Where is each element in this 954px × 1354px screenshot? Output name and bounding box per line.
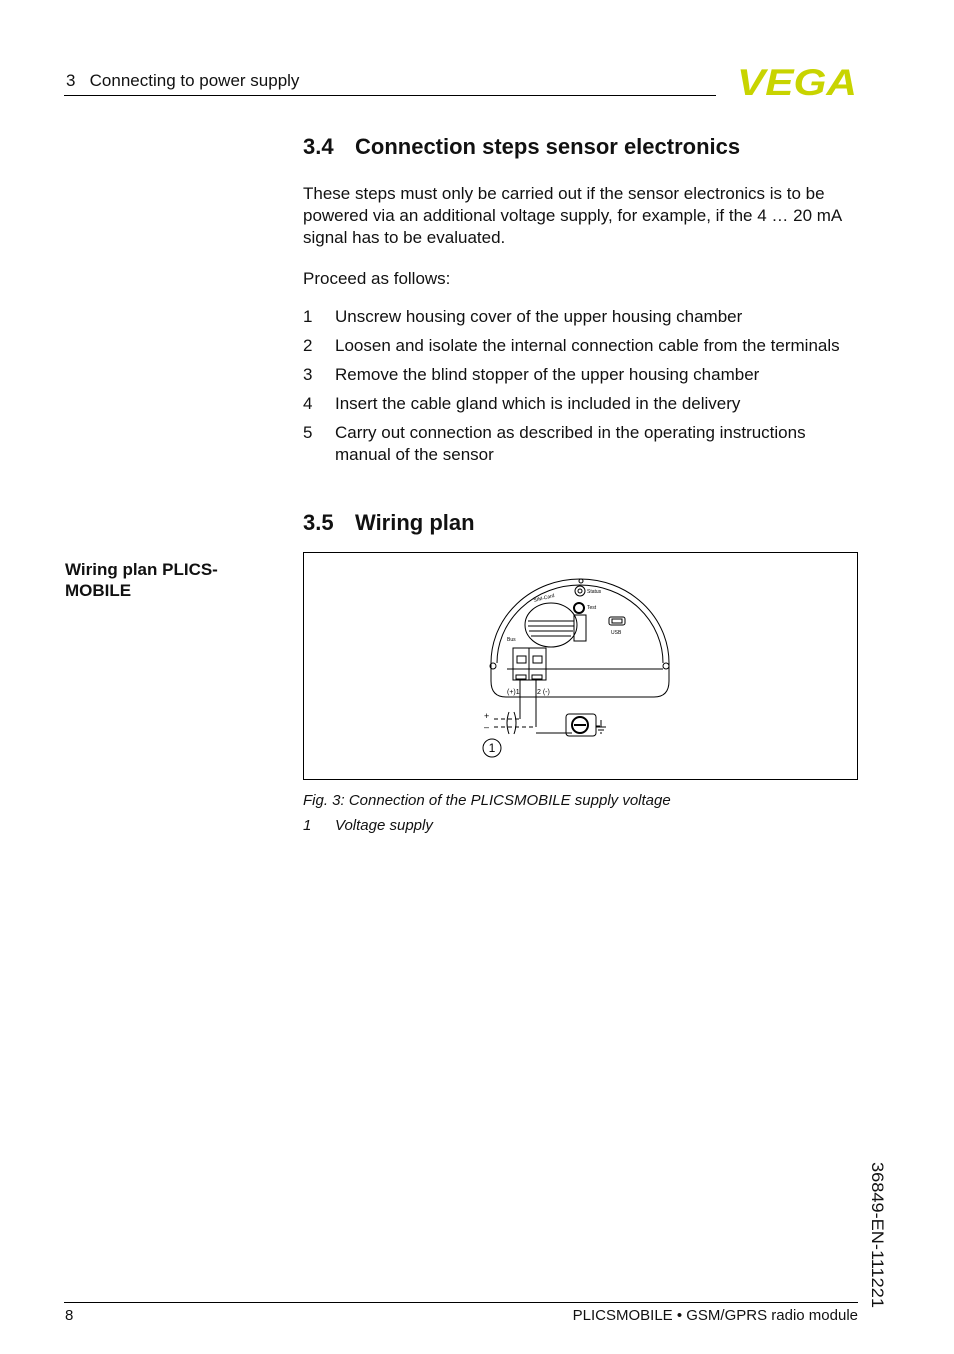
section-heading-3-5 <box>303 510 475 536</box>
cable-sheath <box>507 712 516 734</box>
step-number: 1 <box>303 307 313 326</box>
status-led-icon <box>575 586 585 596</box>
steps-list <box>303 306 863 473</box>
step-item <box>303 306 863 328</box>
test-button-icon <box>574 603 584 613</box>
minus-label: – <box>484 722 490 732</box>
figure-caption: Fig. 3: Connection of the PLICSMOBILE supply voltage <box>303 792 671 809</box>
intro-paragraph: These steps must only be carried out if the sensor electronics is to be powered via an additional voltage supply, for example, if the 4 … 20 mA signal has to be evaluated. <box>303 184 842 247</box>
figure-legend-item <box>303 817 433 834</box>
vega-logo <box>736 62 858 103</box>
terminal-contact-1 <box>516 675 526 679</box>
step-text: Loosen and isolate the internal connection cable from the terminals <box>335 336 840 355</box>
step-item <box>303 422 863 466</box>
margin-label: Wiring plan PLICS-MOBILE <box>65 560 218 600</box>
section-title: Connection steps sensor electronics <box>355 134 741 159</box>
legend-number: 1 <box>303 817 312 834</box>
proceed-paragraph: Proceed as follows: <box>303 269 451 288</box>
page-number: 8 <box>65 1307 74 1324</box>
header-section-title: Connecting to power supply <box>89 71 300 90</box>
legend-text: Voltage supply <box>335 817 433 834</box>
terminal-contact-2 <box>532 675 542 679</box>
usb-port-inner <box>612 619 622 623</box>
running-header <box>66 71 299 91</box>
section-number: 3.5 <box>303 510 334 535</box>
bus-label: Bus <box>507 637 516 643</box>
step-text: Remove the blind stopper of the upper housing chamber <box>335 365 760 384</box>
mounting-hole-top <box>579 579 583 583</box>
section-number: 3.4 <box>303 134 334 159</box>
step-text: Unscrew housing cover of the upper housing chamber <box>335 307 743 326</box>
step-item <box>303 335 863 357</box>
terminal-2-label: 2 (-) <box>537 689 550 696</box>
terminal-screw-2 <box>533 656 542 663</box>
step-number: 2 <box>303 336 313 355</box>
header-rule <box>64 95 716 96</box>
step-number: 4 <box>303 394 313 413</box>
section-heading-3-4 <box>303 134 740 160</box>
step-text: Insert the cable gland which is included in the delivery <box>335 394 741 413</box>
callout-label: 1 <box>488 741 496 755</box>
step-item <box>303 364 863 386</box>
sim-card-holder <box>525 603 577 647</box>
status-label: Status <box>587 589 602 595</box>
brand-logo-text: VEGA <box>737 62 857 103</box>
footer-product: PLICSMOBILE • GSM/GPRS radio module <box>572 1307 858 1324</box>
document-code-text: 36849-EN-111221 <box>868 1162 887 1299</box>
header-section-number: 3 <box>66 71 76 90</box>
wiring-figure <box>303 552 858 780</box>
plus-label: + <box>484 711 490 721</box>
step-number: 5 <box>303 423 313 442</box>
usb-port-icon <box>609 617 625 625</box>
test-label: Test <box>587 605 597 611</box>
step-text: Carry out connection as described in the operating instructions manual of the sensor <box>335 423 806 464</box>
status-led-center <box>578 589 582 593</box>
step-number: 3 <box>303 365 313 384</box>
terminal-screw-1 <box>517 656 526 663</box>
terminal-1-label: (+)1 <box>507 689 520 696</box>
usb-label: USB <box>611 630 622 636</box>
housing-inner-arc <box>497 585 663 663</box>
mounting-hole-right <box>663 663 669 669</box>
document-code <box>870 1160 898 1310</box>
section-title: Wiring plan <box>355 510 475 535</box>
sim-card-label: SIM-Card <box>533 592 556 604</box>
step-item <box>303 393 863 415</box>
wiring-diagram <box>304 553 857 779</box>
footer-rule <box>64 1302 858 1303</box>
